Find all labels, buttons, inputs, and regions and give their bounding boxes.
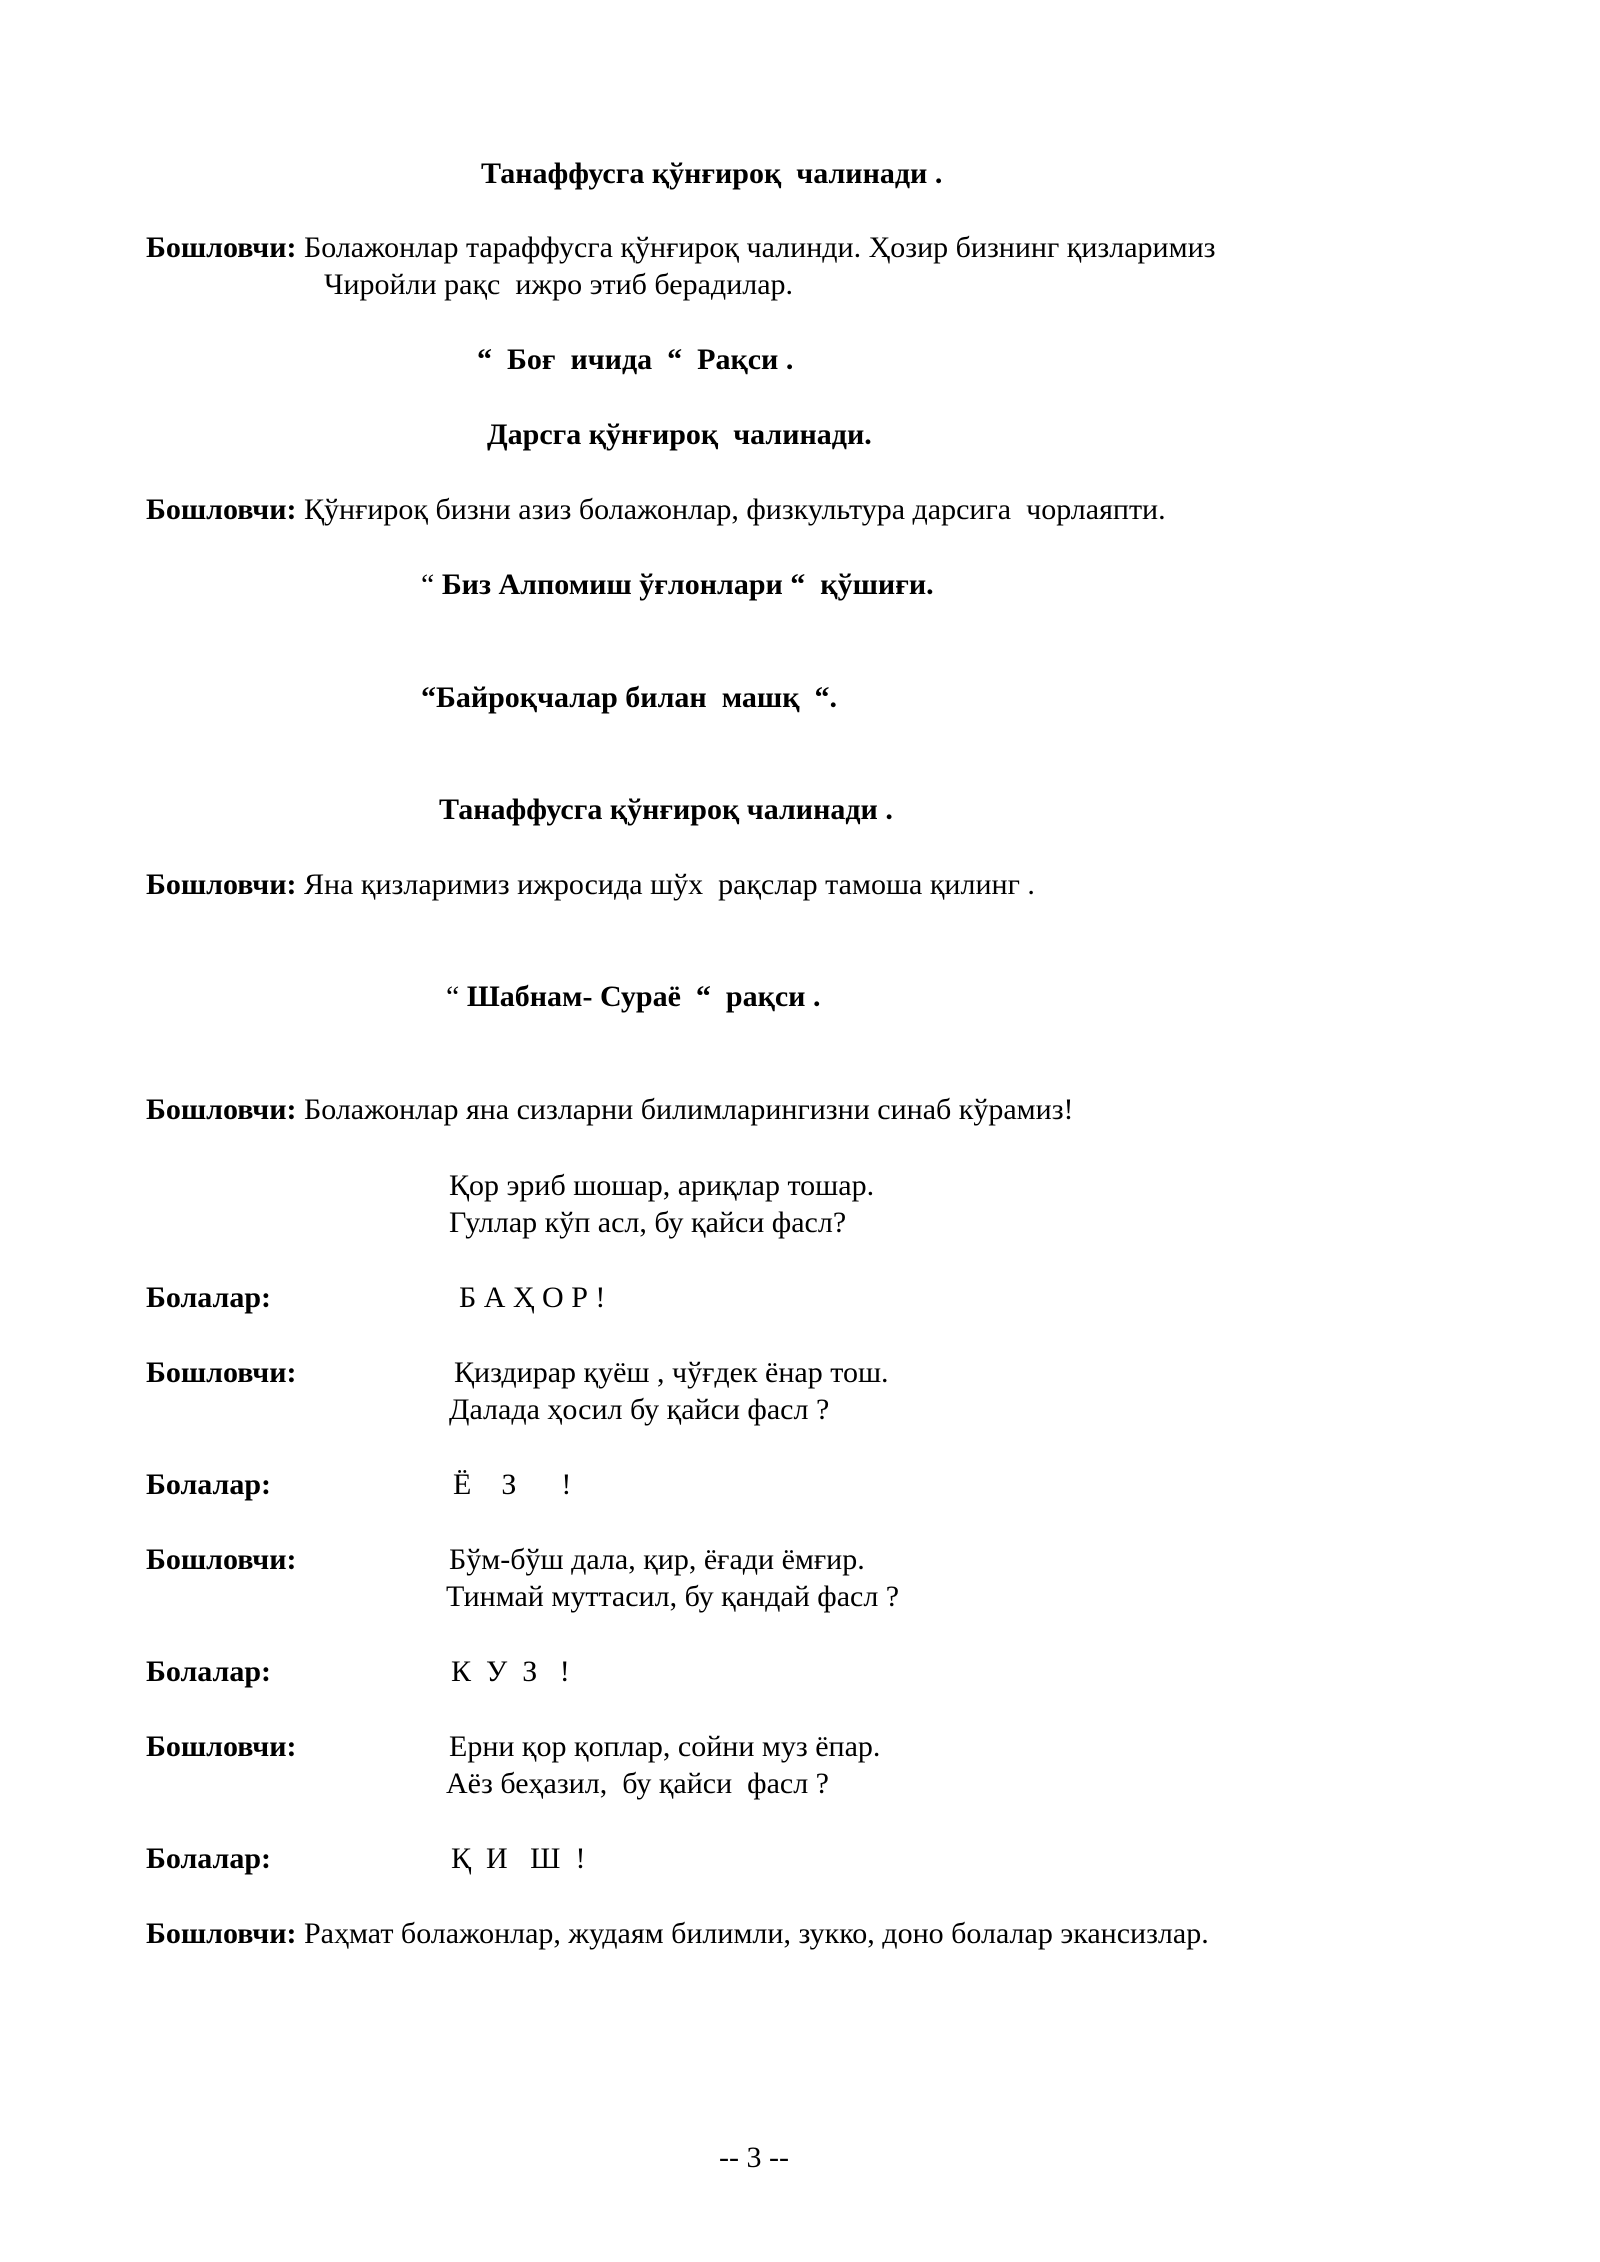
page-number: -- 3 --: [719, 2141, 789, 2174]
host-line: [146, 230, 1215, 266]
host-speech: Болажонлар тараффусга қўнғироқ чалинди. Ҳозир бизнинг қизларимиз: [304, 231, 1216, 264]
speaker-host: Бошловчи:: [146, 1356, 297, 1389]
speaker-host: Бошловчи:: [146, 1730, 297, 1763]
heading-dance-2: [446, 979, 820, 1015]
kids-answer: Ё З !: [453, 1468, 572, 1501]
heading-break-bell-2: Танаффусга қўнғироқ чалинади .: [439, 793, 893, 826]
heading-flag-exercise: “Байроқчалар билан машқ “.: [421, 681, 838, 714]
heading-dance-1: “ Боғ ичида “ Рақси .: [477, 343, 794, 376]
heading-song-open-quote: “: [421, 568, 442, 601]
host-speech: Болажонлар яна сизларни билимларингизни синаб кўрамиз!: [304, 1093, 1074, 1126]
speaker-host: Бошловчи:: [146, 1917, 297, 1950]
host-line: [146, 867, 1035, 903]
speaker-kids: Болалар:: [146, 1281, 272, 1314]
speaker-kids: Болалар:: [146, 1655, 272, 1688]
host-line: [146, 492, 1166, 528]
speaker-host: Бошловчи:: [146, 493, 297, 526]
speaker-host: Бошловчи:: [146, 1093, 297, 1126]
host-speech: Яна қизларимиз ижросида шўх рақслар тамоша қилинг .: [304, 868, 1035, 901]
riddle-line: Тинмай муттасил, бу қандай фасл ?: [446, 1580, 900, 1613]
speaker-host: Бошловчи:: [146, 231, 297, 264]
host-line: [146, 1916, 1209, 1952]
kids-answer: К У З !: [451, 1655, 570, 1688]
riddle-line: Гуллар кўп асл, бу қайси фасл?: [449, 1206, 847, 1239]
heading-song-title: Биз Алпомиш ўғлонлари “ қўшиғи.: [441, 568, 934, 601]
riddle-line: Бўм-бўш дала, қир, ёғади ёмғир.: [449, 1543, 865, 1576]
riddle-line: Ерни қор қоплар, сойни муз ёпар.: [449, 1730, 881, 1763]
heading-break-bell: Танаффусга қўнғироқ чалинади .: [481, 157, 943, 190]
riddle-line: Аёз беҳазил, бу қайси фасл ?: [446, 1767, 829, 1800]
speaker-host: Бошловчи:: [146, 1543, 297, 1576]
heading-dance-2-open-quote: “: [446, 980, 467, 1013]
heading-lesson-bell: Дарсга қўнғироқ чалинади.: [487, 418, 872, 451]
speaker-kids: Болалар:: [146, 1842, 272, 1875]
host-speech-continued: Чиройли рақс ижро этиб берадилар.: [324, 268, 794, 301]
host-speech: Раҳмат болажонлар, жудаям билимли, зукко, доно болалар экансизлар.: [304, 1917, 1209, 1950]
host-speech: Қўнғироқ бизни азиз болажонлар, физкультура дарсига чорлаяпти.: [304, 493, 1166, 526]
speaker-host: Бошловчи:: [146, 868, 297, 901]
kids-answer: Қ И Ш !: [451, 1842, 586, 1875]
host-line: [146, 1092, 1074, 1128]
heading-dance-2-title: Шабнам- Сураё “ рақси .: [466, 980, 821, 1013]
riddle-line: Қор эриб шошар, ариқлар тошар.: [449, 1169, 875, 1202]
speaker-kids: Болалар:: [146, 1468, 272, 1501]
riddle-line: Қиздирар қуёш , чўғдек ёнар тош.: [454, 1356, 889, 1389]
kids-answer: Б А Ҳ О Р !: [459, 1281, 606, 1314]
heading-song: [421, 567, 934, 603]
riddle-line: Далада ҳосил бу қайси фасл ?: [449, 1393, 830, 1426]
